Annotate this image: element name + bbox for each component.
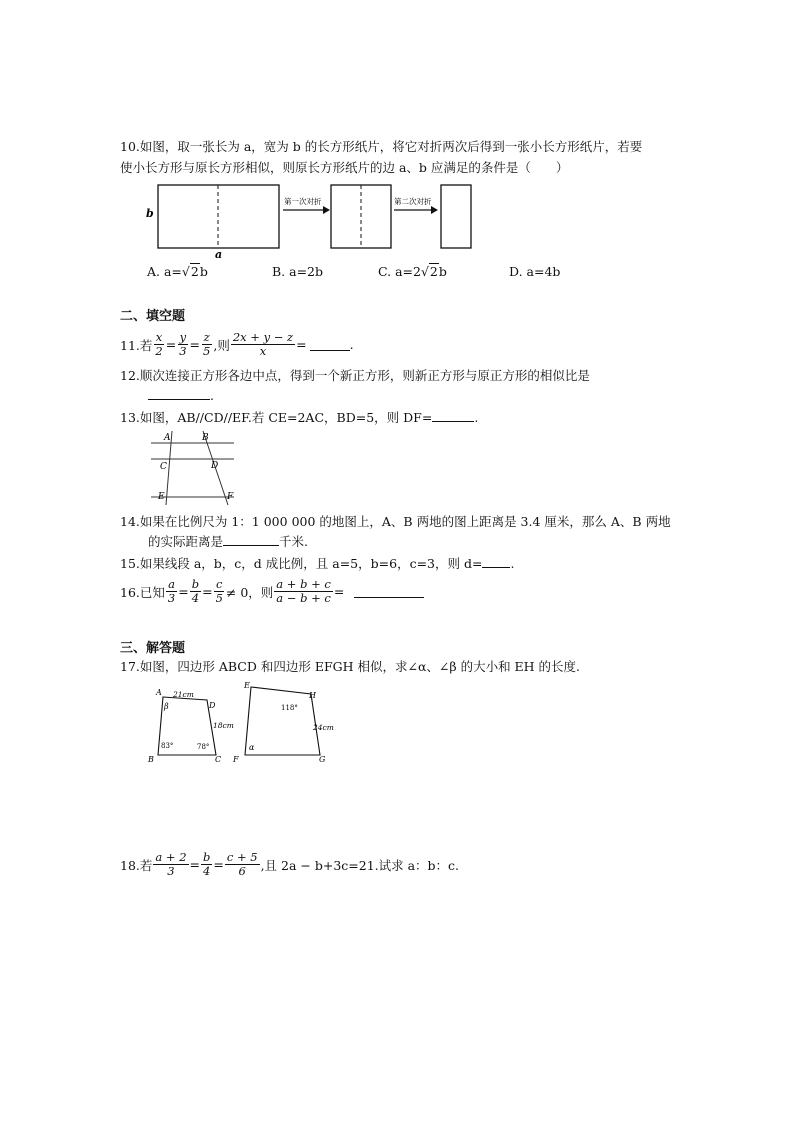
- arrow-1-label: 第一次对折: [284, 197, 322, 206]
- q10-label-a: a: [215, 248, 223, 260]
- point-d: D: [209, 701, 216, 710]
- q10-label-b: b: [146, 207, 154, 220]
- section-fill-in-title: 二、填空题: [120, 309, 186, 324]
- q16: [120, 578, 424, 605]
- equals-sign: =: [202, 584, 213, 599]
- q17-similar-quadrilaterals-figure: [142, 682, 352, 764]
- point-g: G: [319, 755, 326, 764]
- q16-fraction-b4: $\frac{b}{4}$: [191, 577, 200, 605]
- side-hg-length: 24cm: [313, 723, 334, 732]
- q10-option-c-post: b: [438, 264, 447, 279]
- arrow-2-label: 第二次对折: [394, 197, 432, 206]
- angle-h-value: 118°: [281, 704, 298, 712]
- q18-prefix: 18.若: [120, 857, 153, 873]
- equals-sign: =: [189, 337, 201, 352]
- point-f: F: [227, 492, 234, 502]
- point-e: E: [158, 492, 165, 502]
- q10-option-d[interactable]: D. a=4b: [509, 264, 561, 279]
- arrow-2-head: [431, 206, 438, 214]
- q15-text: 15.如果线段 a，b，c，d 成比例，且 a=5，b=6，c=3，则 d= .: [120, 556, 515, 571]
- q12-line1: 12.顺次连接正方形各边中点，得到一个新正方形，则新正方形与原正方形的相似比是: [120, 368, 590, 383]
- q10-option-c[interactable]: [378, 263, 447, 281]
- q11-fraction-y3: $\frac{y}{3}$: [179, 330, 187, 358]
- period: .: [349, 337, 354, 352]
- q10-line2: 使小长方形与原长方形相似，则原长方形纸片的边 a、b 应满足的条件是（ ）: [120, 160, 569, 175]
- point-d: D: [211, 461, 219, 471]
- q12-line2: .: [148, 387, 214, 405]
- q13-parallel-lines-figure: [146, 427, 242, 507]
- equals-sign: =: [333, 584, 345, 599]
- q11-fraction-x2: $\frac{x}{2}$: [155, 330, 163, 358]
- q11-middle-text: ,则: [213, 337, 230, 353]
- point-a: A: [164, 433, 171, 443]
- q11-fraction-z5: $\frac{z}{5}$: [203, 330, 211, 358]
- q10-option-a[interactable]: [147, 263, 208, 281]
- angle-b-value: 83°: [161, 742, 174, 750]
- q10-option-b[interactable]: B. a=2b: [272, 264, 324, 279]
- equals-sign: =: [178, 584, 189, 599]
- point-h: H: [309, 691, 316, 700]
- q14-answer-blank[interactable]: [223, 533, 279, 546]
- q14-line2: 的实际距离是 千米.: [148, 534, 308, 549]
- q18-fraction-a: $\frac{a + 2}{3}$: [155, 850, 187, 878]
- q18-fraction-b: $\frac{b}{4}$: [203, 850, 211, 878]
- q11-answer-blank[interactable]: [310, 338, 350, 351]
- equals-sign: =: [213, 857, 224, 872]
- equals-sign: =: [165, 337, 177, 352]
- q12-answer-blank[interactable]: [148, 387, 210, 400]
- q10-option-c-pre: C. a=2: [378, 264, 421, 279]
- equals-sign: =: [189, 857, 200, 872]
- q10-option-a-post: b: [199, 264, 208, 279]
- point-c: C: [215, 755, 222, 764]
- q18: [120, 851, 459, 878]
- side-ad-length: 21cm: [173, 690, 194, 699]
- q16-prefix: 16.已知: [120, 584, 165, 600]
- q10-line1: 10.如图，取一张长为 a，宽为 b 的长方形纸片，将它对折两次后得到一张小长方形纸片，若要: [120, 139, 643, 154]
- q10-folding-figure: [142, 180, 477, 260]
- q18-condition-text: ,且 2a − b+3c=21.试求 a：b：c.: [260, 857, 460, 873]
- section-solutions-title: 三、解答题: [120, 641, 186, 656]
- q16-answer-blank[interactable]: [354, 585, 424, 598]
- q11: [120, 331, 354, 358]
- angle-c-value: 78°: [197, 743, 210, 751]
- arrow-1-head: [323, 206, 330, 214]
- q18-fraction-c: $\frac{c + 5}{6}$: [226, 850, 258, 878]
- point-f: F: [233, 755, 239, 764]
- q14-line1: 14.如果在比例尺为 1：1 000 000 的地图上，A、B 两地的图上距离是 3.4 厘米，那么 A、B 两地: [120, 514, 671, 529]
- q13-answer-blank[interactable]: [432, 409, 474, 422]
- q10-option-a-pre: A. a=: [147, 264, 182, 279]
- q16-fraction-expression: $\frac{a + b + c}{a - b + c}$: [276, 577, 331, 605]
- q17-text: 17.如图，四边形 ABCD 和四边形 EFGH 相似，求∠α、∠β 的大小和 EH 的长度.: [120, 659, 581, 674]
- point-e: E: [244, 682, 250, 690]
- angle-alpha: α: [249, 743, 255, 752]
- q16-fraction-c5: $\frac{c}{5}$: [215, 577, 223, 605]
- equals-sign: =: [296, 337, 307, 352]
- angle-beta: β: [164, 702, 169, 711]
- q16-fraction-a3: $\frac{a}{3}$: [167, 577, 176, 605]
- sqrt-symbol: √2: [420, 264, 438, 279]
- folded-twice-rectangle: [441, 185, 471, 248]
- q11-prefix: 11.若: [120, 337, 153, 353]
- point-b: B: [148, 755, 154, 764]
- point-b: B: [202, 433, 209, 443]
- q11-fraction-expression: $\frac{2x + y - z}{x}$: [232, 330, 294, 358]
- q13-text: 13.如图，AB//CD//EF.若 CE=2AC，BD=5，则 DF= .: [120, 410, 479, 425]
- sqrt-symbol: √2: [181, 264, 199, 279]
- side-dc-length: 18cm: [213, 721, 234, 730]
- q15-answer-blank[interactable]: [482, 555, 510, 568]
- point-a: A: [156, 688, 162, 697]
- quadrilateral-efgh: [232, 682, 334, 764]
- q16-not-equal-text: ≠ 0，则: [225, 584, 274, 600]
- quadrilateral-abcd: [147, 688, 234, 764]
- point-c: C: [160, 462, 167, 472]
